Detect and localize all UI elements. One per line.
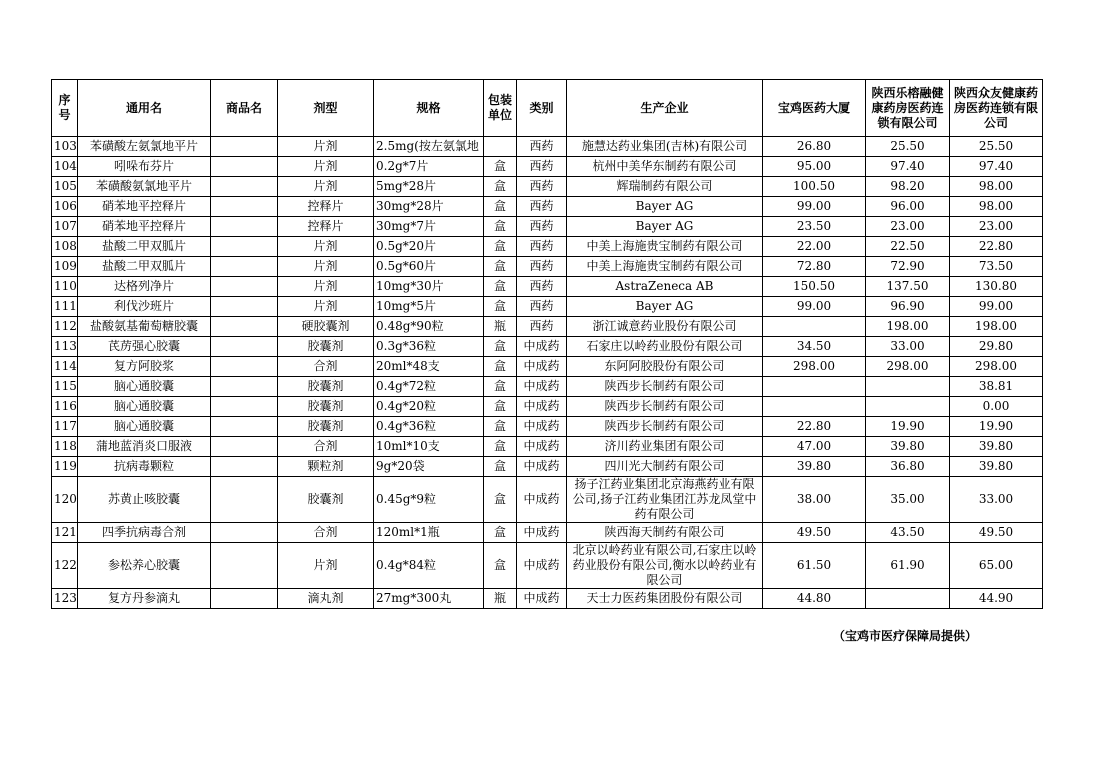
- cell-generic-name: 芪苈强心胶囊: [78, 337, 211, 357]
- header-manufacturer: 生产企业: [567, 80, 763, 137]
- cell-category: 中成药: [517, 457, 567, 477]
- cell-generic-name: 利伐沙班片: [78, 297, 211, 317]
- table-row: [52, 157, 1043, 177]
- cell-seq: 121: [52, 523, 78, 543]
- cell-price-lerongrong: 22.50: [866, 237, 950, 257]
- cell-seq: 122: [52, 543, 78, 589]
- cell-package-unit: 盒: [484, 157, 517, 177]
- cell-trade-name: [211, 257, 278, 277]
- cell-specification: 10mg*30片: [374, 277, 484, 297]
- cell-price-zhongyou: 38.81: [950, 377, 1043, 397]
- table-header-row: [52, 80, 1043, 137]
- cell-dosage-form: 胶囊剂: [278, 337, 374, 357]
- cell-price-zhongyou: 298.00: [950, 357, 1043, 377]
- cell-category: 西药: [517, 277, 567, 297]
- cell-category: 西药: [517, 237, 567, 257]
- cell-dosage-form: 硬胶囊剂: [278, 317, 374, 337]
- cell-category: 中成药: [517, 397, 567, 417]
- table-row: [52, 237, 1043, 257]
- cell-manufacturer: 杭州中美华东制药有限公司: [567, 157, 763, 177]
- cell-category: 中成药: [517, 357, 567, 377]
- cell-price-lerongrong: 97.40: [866, 157, 950, 177]
- cell-price-lerongrong: [866, 397, 950, 417]
- cell-trade-name: [211, 589, 278, 609]
- cell-price-baoji: 44.80: [763, 589, 866, 609]
- cell-price-zhongyou: 25.50: [950, 137, 1043, 157]
- cell-trade-name: [211, 157, 278, 177]
- header-store-lerongrong: 陕西乐榕融健康药房医药连锁有限公司: [866, 80, 950, 137]
- cell-generic-name: 复方阿胶浆: [78, 357, 211, 377]
- cell-price-zhongyou: 23.00: [950, 217, 1043, 237]
- cell-dosage-form: 片剂: [278, 137, 374, 157]
- cell-generic-name: 苏黄止咳胶囊: [78, 477, 211, 523]
- drug-price-table: [51, 79, 1043, 609]
- table-row: [52, 457, 1043, 477]
- cell-seq: 113: [52, 337, 78, 357]
- cell-dosage-form: 控释片: [278, 217, 374, 237]
- cell-manufacturer: 浙江诚意药业股份有限公司: [567, 317, 763, 337]
- cell-seq: 103: [52, 137, 78, 157]
- cell-trade-name: [211, 477, 278, 523]
- cell-seq: 112: [52, 317, 78, 337]
- cell-seq: 104: [52, 157, 78, 177]
- cell-price-baoji: 22.00: [763, 237, 866, 257]
- cell-dosage-form: 片剂: [278, 297, 374, 317]
- cell-package-unit: 盒: [484, 257, 517, 277]
- table-row: [52, 257, 1043, 277]
- cell-generic-name: 脑心通胶囊: [78, 377, 211, 397]
- header-seq: 序号: [52, 80, 78, 137]
- cell-price-lerongrong: 25.50: [866, 137, 950, 157]
- cell-specification: 5mg*28片: [374, 177, 484, 197]
- cell-dosage-form: 片剂: [278, 237, 374, 257]
- cell-category: 西药: [517, 197, 567, 217]
- cell-package-unit: 盒: [484, 197, 517, 217]
- cell-price-zhongyou: 39.80: [950, 457, 1043, 477]
- cell-generic-name: 盐酸二甲双胍片: [78, 237, 211, 257]
- cell-manufacturer: Bayer AG: [567, 217, 763, 237]
- cell-manufacturer: 陕西步长制药有限公司: [567, 377, 763, 397]
- cell-price-lerongrong: 33.00: [866, 337, 950, 357]
- cell-price-zhongyou: 98.00: [950, 197, 1043, 217]
- table-row: [52, 217, 1043, 237]
- cell-price-baoji: [763, 377, 866, 397]
- cell-price-zhongyou: 198.00: [950, 317, 1043, 337]
- cell-seq: 117: [52, 417, 78, 437]
- cell-manufacturer: Bayer AG: [567, 297, 763, 317]
- cell-price-baoji: 100.50: [763, 177, 866, 197]
- cell-price-lerongrong: [866, 377, 950, 397]
- header-specification: 规格: [374, 80, 484, 137]
- cell-dosage-form: 片剂: [278, 177, 374, 197]
- cell-price-zhongyou: 19.90: [950, 417, 1043, 437]
- cell-dosage-form: 胶囊剂: [278, 477, 374, 523]
- cell-manufacturer: 中美上海施贵宝制药有限公司: [567, 237, 763, 257]
- cell-seq: 108: [52, 237, 78, 257]
- cell-seq: 123: [52, 589, 78, 609]
- cell-package-unit: 盒: [484, 237, 517, 257]
- cell-price-baoji: 39.80: [763, 457, 866, 477]
- cell-trade-name: [211, 397, 278, 417]
- cell-category: 西药: [517, 217, 567, 237]
- cell-price-lerongrong: 298.00: [866, 357, 950, 377]
- cell-dosage-form: 滴丸剂: [278, 589, 374, 609]
- cell-category: 中成药: [517, 543, 567, 589]
- cell-package-unit: [484, 137, 517, 157]
- cell-trade-name: [211, 543, 278, 589]
- cell-specification: 10ml*10支: [374, 437, 484, 457]
- cell-package-unit: 盒: [484, 177, 517, 197]
- table-row: [52, 337, 1043, 357]
- cell-category: 中成药: [517, 523, 567, 543]
- cell-trade-name: [211, 357, 278, 377]
- table-row: [52, 589, 1043, 609]
- table-row: [52, 543, 1043, 589]
- cell-dosage-form: 片剂: [278, 157, 374, 177]
- header-store-zhongyou: 陕西众友健康药房医药连锁有限公司: [950, 80, 1043, 137]
- cell-specification: 27mg*300丸: [374, 589, 484, 609]
- cell-specification: 30mg*28片: [374, 197, 484, 217]
- cell-trade-name: [211, 317, 278, 337]
- cell-dosage-form: 片剂: [278, 277, 374, 297]
- cell-trade-name: [211, 177, 278, 197]
- cell-price-baoji: 99.00: [763, 297, 866, 317]
- table-row: [52, 197, 1043, 217]
- cell-dosage-form: 胶囊剂: [278, 417, 374, 437]
- cell-manufacturer: 扬子江药业集团北京海燕药业有限公司,扬子江药业集团江苏龙凤堂中药有限公司: [567, 477, 763, 523]
- cell-dosage-form: 控释片: [278, 197, 374, 217]
- cell-dosage-form: 胶囊剂: [278, 397, 374, 417]
- cell-package-unit: 盒: [484, 477, 517, 523]
- cell-price-zhongyou: 98.00: [950, 177, 1043, 197]
- cell-category: 西药: [517, 317, 567, 337]
- cell-package-unit: 盒: [484, 417, 517, 437]
- cell-manufacturer: AstraZeneca AB: [567, 277, 763, 297]
- cell-specification: 0.3g*36粒: [374, 337, 484, 357]
- cell-generic-name: 抗病毒颗粒: [78, 457, 211, 477]
- cell-category: 中成药: [517, 589, 567, 609]
- cell-generic-name: 盐酸二甲双胍片: [78, 257, 211, 277]
- cell-price-baoji: [763, 317, 866, 337]
- cell-category: 西药: [517, 137, 567, 157]
- cell-seq: 118: [52, 437, 78, 457]
- cell-price-lerongrong: 61.90: [866, 543, 950, 589]
- cell-category: 中成药: [517, 337, 567, 357]
- cell-package-unit: 盒: [484, 397, 517, 417]
- cell-price-baoji: 47.00: [763, 437, 866, 457]
- cell-specification: 0.4g*36粒: [374, 417, 484, 437]
- cell-trade-name: [211, 277, 278, 297]
- cell-specification: 0.45g*9粒: [374, 477, 484, 523]
- cell-price-baoji: 298.00: [763, 357, 866, 377]
- cell-price-baoji: 22.80: [763, 417, 866, 437]
- cell-price-baoji: 38.00: [763, 477, 866, 523]
- cell-price-baoji: 34.50: [763, 337, 866, 357]
- cell-generic-name: 硝苯地平控释片: [78, 197, 211, 217]
- cell-price-baoji: 49.50: [763, 523, 866, 543]
- cell-specification: 0.4g*84粒: [374, 543, 484, 589]
- cell-seq: 115: [52, 377, 78, 397]
- cell-package-unit: 盒: [484, 457, 517, 477]
- cell-trade-name: [211, 437, 278, 457]
- cell-package-unit: 盒: [484, 217, 517, 237]
- cell-package-unit: 盒: [484, 337, 517, 357]
- cell-price-zhongyou: 39.80: [950, 437, 1043, 457]
- cell-specification: 9g*20袋: [374, 457, 484, 477]
- cell-price-zhongyou: 97.40: [950, 157, 1043, 177]
- cell-dosage-form: 合剂: [278, 357, 374, 377]
- cell-price-lerongrong: 23.00: [866, 217, 950, 237]
- cell-seq: 107: [52, 217, 78, 237]
- cell-seq: 120: [52, 477, 78, 523]
- cell-category: 西药: [517, 297, 567, 317]
- cell-generic-name: 达格列净片: [78, 277, 211, 297]
- cell-trade-name: [211, 417, 278, 437]
- cell-price-lerongrong: 72.90: [866, 257, 950, 277]
- cell-package-unit: 瓶: [484, 317, 517, 337]
- cell-manufacturer: 济川药业集团有限公司: [567, 437, 763, 457]
- cell-price-baoji: 95.00: [763, 157, 866, 177]
- cell-manufacturer: 辉瑞制药有限公司: [567, 177, 763, 197]
- cell-price-zhongyou: 65.00: [950, 543, 1043, 589]
- cell-price-baoji: 99.00: [763, 197, 866, 217]
- cell-trade-name: [211, 377, 278, 397]
- cell-specification: 0.5g*20片: [374, 237, 484, 257]
- cell-specification: 0.5g*60片: [374, 257, 484, 277]
- cell-price-lerongrong: 96.90: [866, 297, 950, 317]
- cell-category: 西药: [517, 157, 567, 177]
- cell-package-unit: 瓶: [484, 589, 517, 609]
- cell-price-zhongyou: 33.00: [950, 477, 1043, 523]
- cell-specification: 0.4g*20粒: [374, 397, 484, 417]
- cell-price-lerongrong: 98.20: [866, 177, 950, 197]
- table-row: [52, 523, 1043, 543]
- header-generic-name: 通用名: [78, 80, 211, 137]
- cell-specification: 2.5mg(按左氨氯地: [374, 137, 484, 157]
- cell-manufacturer: 陕西步长制药有限公司: [567, 417, 763, 437]
- cell-price-lerongrong: 19.90: [866, 417, 950, 437]
- cell-price-zhongyou: 44.90: [950, 589, 1043, 609]
- cell-specification: 120ml*1瓶: [374, 523, 484, 543]
- cell-price-zhongyou: 22.80: [950, 237, 1043, 257]
- cell-price-lerongrong: 36.80: [866, 457, 950, 477]
- table-row: [52, 357, 1043, 377]
- cell-seq: 111: [52, 297, 78, 317]
- cell-seq: 110: [52, 277, 78, 297]
- table-row: [52, 437, 1043, 457]
- cell-generic-name: 四季抗病毒合剂: [78, 523, 211, 543]
- cell-manufacturer: 东阿阿胶股份有限公司: [567, 357, 763, 377]
- cell-package-unit: 盒: [484, 523, 517, 543]
- cell-trade-name: [211, 237, 278, 257]
- cell-generic-name: 盐酸氨基葡萄糖胶囊: [78, 317, 211, 337]
- table-row: [52, 397, 1043, 417]
- cell-manufacturer: 四川光大制药有限公司: [567, 457, 763, 477]
- cell-price-lerongrong: 43.50: [866, 523, 950, 543]
- cell-trade-name: [211, 217, 278, 237]
- cell-package-unit: 盒: [484, 297, 517, 317]
- cell-category: 西药: [517, 257, 567, 277]
- cell-price-lerongrong: 137.50: [866, 277, 950, 297]
- cell-seq: 114: [52, 357, 78, 377]
- cell-generic-name: 硝苯地平控释片: [78, 217, 211, 237]
- cell-specification: 20ml*48支: [374, 357, 484, 377]
- cell-price-zhongyou: 99.00: [950, 297, 1043, 317]
- header-category: 类别: [517, 80, 567, 137]
- cell-generic-name: 吲哚布芬片: [78, 157, 211, 177]
- cell-dosage-form: 合剂: [278, 523, 374, 543]
- cell-trade-name: [211, 137, 278, 157]
- header-dosage-form: 剂型: [278, 80, 374, 137]
- cell-seq: 119: [52, 457, 78, 477]
- header-store-baoji: 宝鸡医药大厦: [763, 80, 866, 137]
- cell-generic-name: 蒲地蓝消炎口服液: [78, 437, 211, 457]
- cell-generic-name: 苯磺酸左氨氯地平片: [78, 137, 211, 157]
- cell-price-lerongrong: 39.80: [866, 437, 950, 457]
- cell-package-unit: 盒: [484, 437, 517, 457]
- cell-category: 西药: [517, 177, 567, 197]
- cell-trade-name: [211, 523, 278, 543]
- table-row: [52, 137, 1043, 157]
- cell-price-lerongrong: 35.00: [866, 477, 950, 523]
- cell-price-lerongrong: [866, 589, 950, 609]
- cell-category: 中成药: [517, 417, 567, 437]
- cell-generic-name: 苯磺酸氨氯地平片: [78, 177, 211, 197]
- cell-category: 中成药: [517, 477, 567, 523]
- cell-seq: 109: [52, 257, 78, 277]
- cell-seq: 116: [52, 397, 78, 417]
- cell-trade-name: [211, 457, 278, 477]
- cell-manufacturer: 中美上海施贵宝制药有限公司: [567, 257, 763, 277]
- cell-manufacturer: 陕西海天制药有限公司: [567, 523, 763, 543]
- cell-generic-name: 脑心通胶囊: [78, 397, 211, 417]
- header-package-unit: 包装单位: [484, 80, 517, 137]
- cell-manufacturer: Bayer AG: [567, 197, 763, 217]
- cell-specification: 0.4g*72粒: [374, 377, 484, 397]
- cell-price-zhongyou: 49.50: [950, 523, 1043, 543]
- cell-specification: 0.2g*7片: [374, 157, 484, 177]
- cell-price-baoji: 23.50: [763, 217, 866, 237]
- cell-price-zhongyou: 29.80: [950, 337, 1043, 357]
- cell-manufacturer: 天士力医药集团股份有限公司: [567, 589, 763, 609]
- cell-manufacturer: 陕西步长制药有限公司: [567, 397, 763, 417]
- cell-price-baoji: 61.50: [763, 543, 866, 589]
- cell-manufacturer: 北京以岭药业有限公司,石家庄以岭药业股份有限公司,衡水以岭药业有限公司: [567, 543, 763, 589]
- header-trade-name: 商品名: [211, 80, 278, 137]
- table-row: [52, 177, 1043, 197]
- cell-package-unit: 盒: [484, 277, 517, 297]
- cell-manufacturer: 石家庄以岭药业股份有限公司: [567, 337, 763, 357]
- cell-category: 中成药: [517, 437, 567, 457]
- table-row: [52, 277, 1043, 297]
- table-row: [52, 477, 1043, 523]
- cell-trade-name: [211, 297, 278, 317]
- cell-price-lerongrong: 96.00: [866, 197, 950, 217]
- cell-dosage-form: 片剂: [278, 543, 374, 589]
- cell-price-lerongrong: 198.00: [866, 317, 950, 337]
- cell-price-baoji: 72.80: [763, 257, 866, 277]
- cell-price-zhongyou: 0.00: [950, 397, 1043, 417]
- cell-dosage-form: 片剂: [278, 257, 374, 277]
- cell-generic-name: 参松养心胶囊: [78, 543, 211, 589]
- table-row: [52, 417, 1043, 437]
- table-row: [52, 297, 1043, 317]
- cell-generic-name: 脑心通胶囊: [78, 417, 211, 437]
- cell-package-unit: 盒: [484, 543, 517, 589]
- cell-generic-name: 复方丹参滴丸: [78, 589, 211, 609]
- cell-specification: 10mg*5片: [374, 297, 484, 317]
- cell-dosage-form: 合剂: [278, 437, 374, 457]
- cell-manufacturer: 施慧达药业集团(吉林)有限公司: [567, 137, 763, 157]
- table-body: [52, 137, 1043, 609]
- cell-price-zhongyou: 130.80: [950, 277, 1043, 297]
- table-row: [52, 377, 1043, 397]
- cell-price-baoji: 26.80: [763, 137, 866, 157]
- cell-package-unit: 盒: [484, 377, 517, 397]
- cell-dosage-form: 颗粒剂: [278, 457, 374, 477]
- table-row: [52, 317, 1043, 337]
- cell-trade-name: [211, 337, 278, 357]
- cell-category: 中成药: [517, 377, 567, 397]
- cell-specification: 0.48g*90粒: [374, 317, 484, 337]
- cell-specification: 30mg*7片: [374, 217, 484, 237]
- cell-seq: 105: [52, 177, 78, 197]
- cell-price-zhongyou: 73.50: [950, 257, 1043, 277]
- cell-price-baoji: [763, 397, 866, 417]
- cell-dosage-form: 胶囊剂: [278, 377, 374, 397]
- source-note: （宝鸡市医疗保障局提供）: [832, 629, 977, 643]
- cell-price-baoji: 150.50: [763, 277, 866, 297]
- cell-trade-name: [211, 197, 278, 217]
- cell-package-unit: 盒: [484, 357, 517, 377]
- cell-seq: 106: [52, 197, 78, 217]
